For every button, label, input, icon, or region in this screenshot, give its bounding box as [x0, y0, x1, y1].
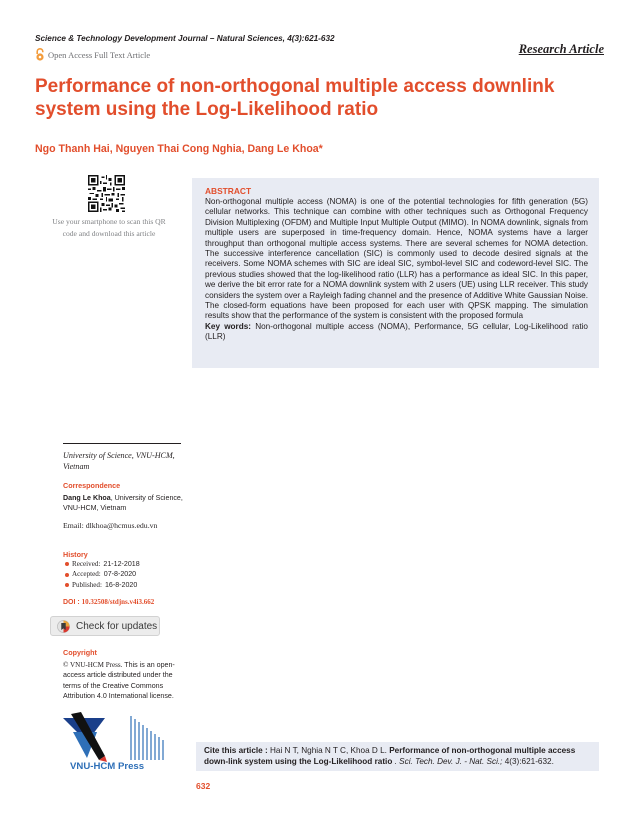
affiliation: University of Science, VNU-HCM, Vietnam — [63, 451, 175, 471]
journal-header: Science & Technology Development Journal – Natural Sciences, 4(3):621-632 — [35, 34, 335, 43]
correspondence-heading: Correspondence — [63, 481, 121, 490]
copyright-body: This is an open-access article distributed under the terms of the Creative Commons Attribution 4.0 International license. — [63, 661, 175, 701]
history-date: 07-8-2020 — [103, 570, 137, 579]
keywords-label: Key words: — [205, 321, 252, 331]
correspondence-affiliation: , University of Science, VNU-HCM, Vietnam — [63, 494, 183, 513]
page-number: 632 — [196, 781, 211, 791]
article-type-label: Research Article — [518, 42, 604, 56]
publisher-logo-text: VNU-HCM Press — [70, 761, 145, 772]
copyright-text — [63, 660, 188, 702]
history-label: Received: — [72, 560, 101, 568]
citation-ref: 4(3):621-632. — [502, 756, 554, 766]
abstract-text — [205, 197, 588, 343]
qr-caption: Use your smartphone to scan this QR code and download this article — [52, 217, 166, 238]
citation-label: Cite this article : — [204, 746, 270, 755]
copyright-org: © VNU-HCM Press. — [63, 661, 123, 669]
qr-code-icon[interactable] — [88, 175, 125, 212]
history-item — [65, 569, 190, 579]
open-access-label: Open Access Full Text Article — [48, 49, 151, 60]
abstract-body: Non-orthogonal multiple access (NOMA) is one of the potential technologies for fifth generation (5G) cellular networks. This technique can combine with other techniques such as Orthogonal Frequency Division Multiplexing (OFDM) and Multiple Input Multiple Output (MIMO). In NOMA downlink, signals from multiple users are superposed in time-frequency domain. Hence, NOMA systems have a larger throughput than orthogonal multiple access systems. There are several schemes for NOMA detection. The successive interference cancellation (SIC) is commonly used to decode desired signals at the receivers. Some NOMA schemes with SIC are ideal SIC, symbol-level SIC and codeword-level SIC. The previous studies showed that the log-likelihood ratio (LLR) has a performance as ideal SIC. In this paper, we derive the bit error rate for a NOMA downlink system with 2 users (UE) using LLR receiver. This study considers the system over a Rayleigh fading channel and the presence of Additive White Gaussian Noise. The closed-form equations have been proposed for each user with QPSK mapping. The simulation results show that the performance of the system is consistent with the proposed formula — [205, 197, 588, 321]
bullet-icon — [65, 562, 69, 566]
doi-link[interactable]: 10.32508/stdjns.v4i3.662 — [81, 598, 155, 606]
history-date: 21-12-2018 — [103, 560, 140, 568]
article-title: Performance of non-orthogonal multiple access downlink system using the Log-Likelihood ratio — [35, 76, 555, 120]
doi-line — [63, 598, 154, 606]
history-item — [65, 559, 190, 569]
author-list: Ngo Thanh Hai, Nguyen Thai Cong Nghia, Dang Le Khoa* — [35, 143, 323, 155]
crossmark-icon — [57, 620, 70, 633]
citation-title: Performance of non-orthogonal multiple access down-link system using the Log-Likelihood ratio — [204, 746, 576, 766]
history-item — [65, 580, 190, 590]
check-for-updates-label: Check for updates — [76, 620, 158, 632]
correspondence-email[interactable]: Email: dlkhoa@hcmus.edu.vn — [63, 521, 158, 530]
citation-journal: . Sci. Tech. Dev. J. - Nat. Sci.; — [392, 756, 503, 766]
citation-text — [204, 746, 596, 767]
copyright-heading: Copyright — [63, 648, 97, 657]
correspondence-block — [63, 493, 188, 514]
citation-authors: Hai N T, Nghia N T C, Khoa D L. — [269, 746, 390, 755]
doi-label: DOI : — [63, 599, 82, 606]
history-date: 16-8-2020 — [104, 580, 138, 589]
bullet-icon — [65, 573, 69, 577]
open-access-lock-icon — [35, 48, 45, 61]
correspondence-name: Dang Le Khoa — [63, 494, 111, 502]
history-list — [65, 559, 190, 590]
bullet-icon — [65, 583, 69, 587]
sidebar-divider — [63, 443, 181, 444]
keywords-text: Non-orthogonal multiple access (NOMA), Performance, 5G cellular, Log-Likelihood ratio (LLR) — [205, 321, 588, 342]
history-label: Published: — [72, 580, 102, 589]
history-heading: History — [63, 550, 88, 559]
check-for-updates-button[interactable] — [50, 616, 160, 636]
vnu-hcm-press-logo — [57, 710, 177, 762]
open-access-row — [35, 48, 150, 61]
history-label: Accepted: — [72, 570, 101, 579]
abstract-heading: ABSTRACT — [205, 186, 252, 196]
